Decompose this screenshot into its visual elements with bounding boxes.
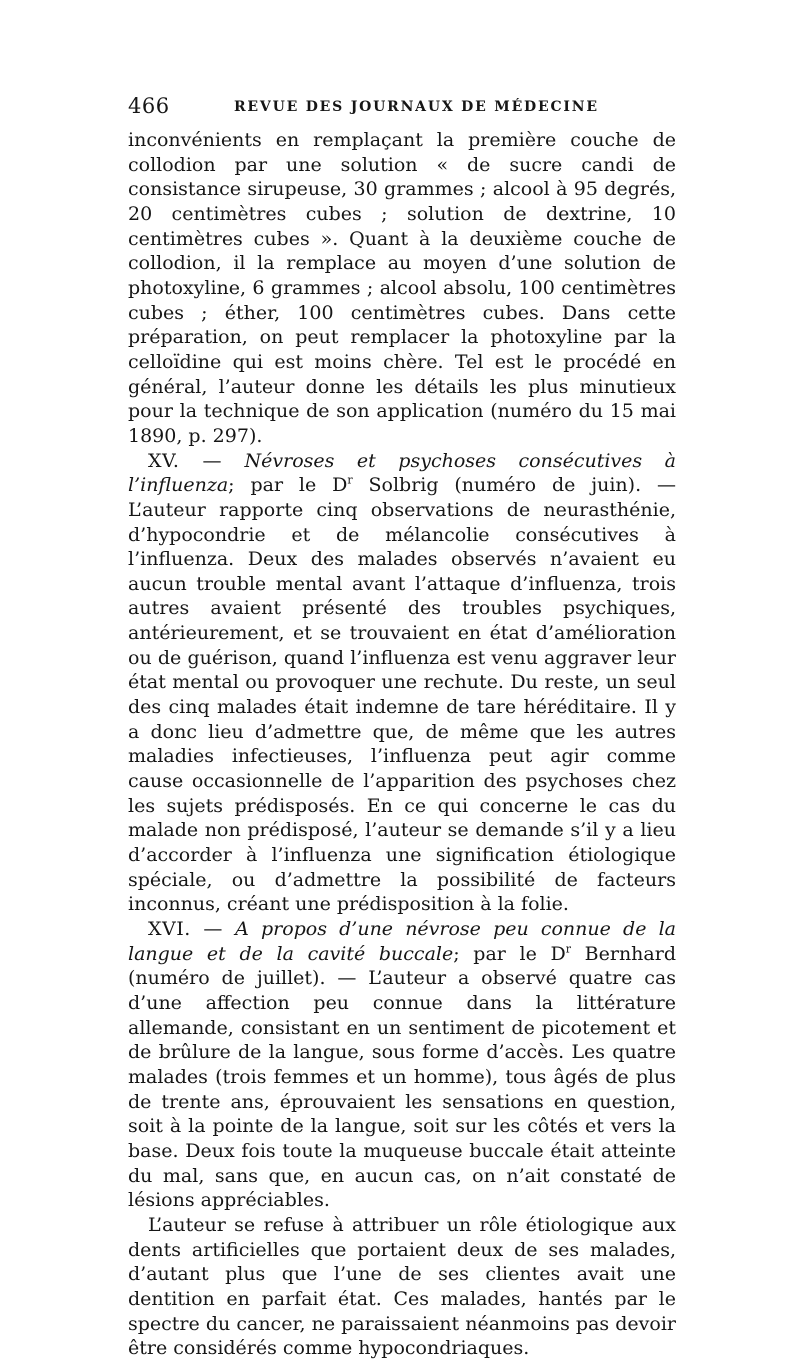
section-text: Bernhard (numéro de juillet). — L’auteur a observé quatre cas d’une affection peu connue dans la littérature allemande, consistant en un sentiment de picotement et de brûlure de la langue, sous forme d’accès. Les quatre malades (trois femmes et un homme), tous âgés de plus de trente ans, éprouvaient les sensations en question, soit à la pointe de la langue, soit sur les côtés et vers la base. Deux fois toute la muqueuse buccale était atteinte du mal, sans que, en aucun cas, on n’ait constaté de lésions appréciables. [128,942,676,1212]
paragraph-final: L’auteur se refuse à attribuer un rôle étiologique aux dents artificielles que portaient deux de ses malades, d’autant plus que l’une de ses clientes avait une dentition en parfait état. Ces malades, hantés par le spectre du cancer, ne paraissaient néanmoins pas devoir être considérés comme hypocondriaques. [128,1213,676,1360]
section-xvi [128,917,676,1213]
section-number: XV. — [148,449,222,472]
section-text: Solbrig (numéro de juin). — L’auteur rapporte cinq observations de neurasthénie, d’hypocondrie et de mélancolie consécutives à l’influenza. Deux des malades observés n’avaient eu aucun trouble mental avant l’attaque d’influenza, trois autres avaient présenté des troubles psychiques, antérieurement, et se trouvaient en état d’amélioration ou de guérison, quand l’influenza est venu aggraver leur état mental ou provoquer une rechute. Du reste, un seul des cinq malades était indemne de tare héréditaire. Il y a donc lieu d’admettre que, de même que les autres maladies infectieuses, l’influenza peut agir comme cause occasionnelle de l’apparition des psychoses chez les sujets prédisposés. En ce qui concerne le cas du malade non prédisposé, l’auteur se demande s’il y a lieu d’accorder à l’influenza une signification étiologique spéciale, ou d’admettre la possibilité de facteurs inconnus, créant une prédisposition à la folie. [128,474,676,916]
author-prefix: ; par le D [453,942,566,965]
section-number: XVI. — [148,918,223,940]
author-superscript: r [347,473,353,487]
section-title: Névroses et psychoses consécutives à l’influenza [128,449,676,497]
running-title: REVUE DES JOURNAUX DE MÉDECINE [234,99,599,115]
section-xv [128,449,676,917]
body-text [128,128,676,1361]
paragraph-continuation: inconvénients en remplaçant la première couche de collodion par une solution « de sucre candi de consistance sirupeuse, 30 grammes ; alcool à 95 degrés, 20 centimètres cubes ; solution de dextrine, 10 centimètres cubes ». Quant à la deuxième couche de collodion, il la remplace au moyen d’une solution de photoxyline, 6 grammes ; alcool absolu, 100 centimètres cubes ; éther, 100 centimètres cubes. Dans cette préparation, on peut remplacer la photoxyline par la celloïdine qui est moins chère. Tel est le procédé en général, l’auteur donne les détails les plus minutieux pour la technique de son application (numéro du 15 mai 1890, p. 297). [128,129,676,447]
author-prefix: ; par le D [228,474,348,497]
page-number: 466 [128,94,170,118]
section-title: A propos d’une névrose peu connue de la langue et de la cavité buccale [128,918,676,965]
page-header [128,94,676,124]
author-superscript: r [565,942,571,956]
